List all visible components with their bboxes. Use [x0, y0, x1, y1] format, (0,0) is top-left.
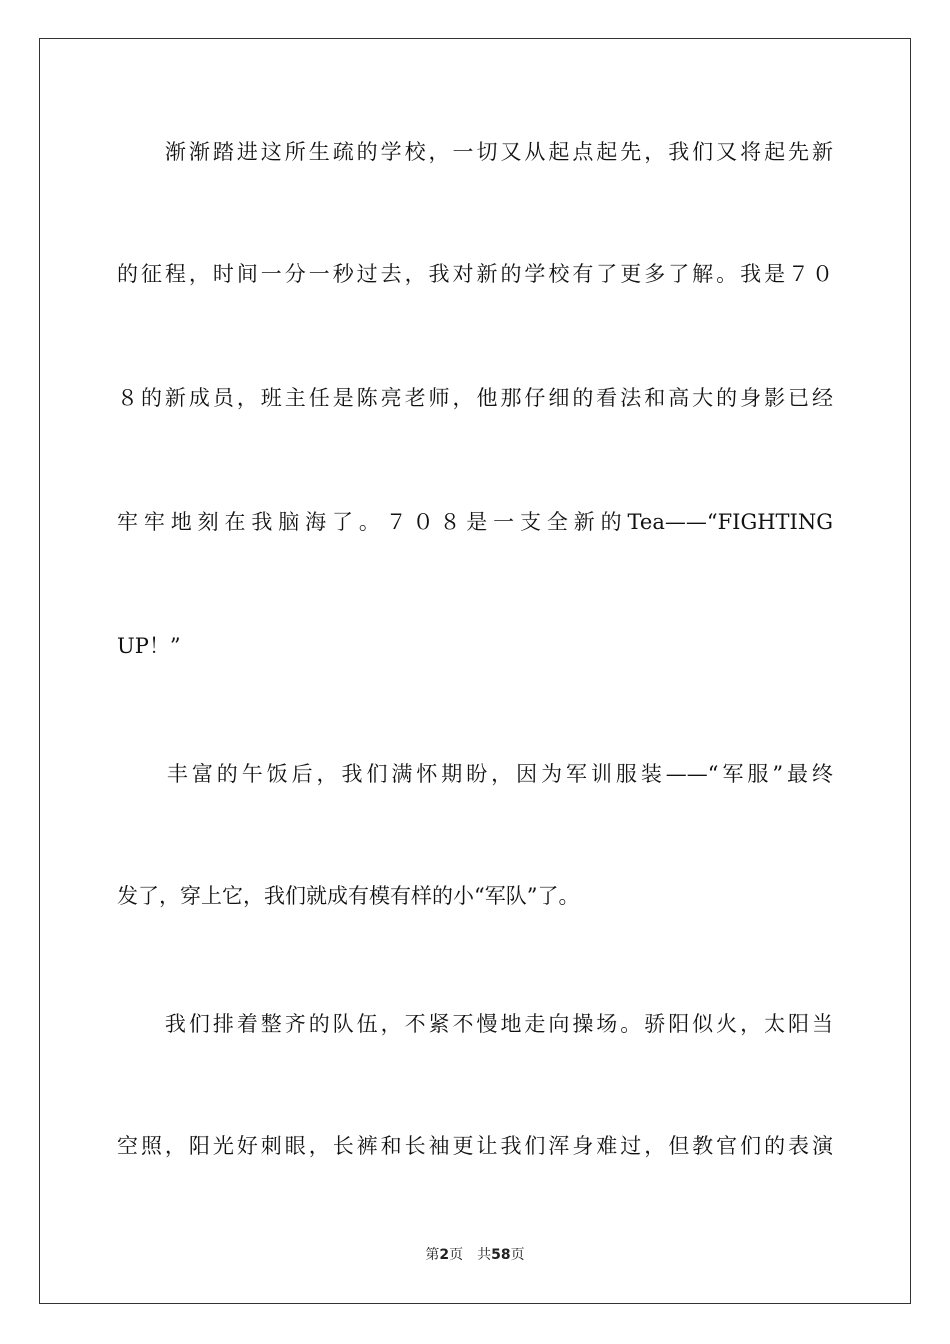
page-prefix: 第 [425, 1247, 440, 1263]
text-line: 我们排着整齐的队伍，不紧不慢地走向操场。骄阳似火，太阳当 [117, 1012, 833, 1036]
text-line: 发了，穿上它，我们就成有模有样的小“军队”了。 [117, 884, 580, 908]
text-line: UP！” [117, 634, 181, 658]
page-number-footer [0, 1244, 950, 1264]
page-mid: 页 共 [449, 1247, 492, 1263]
current-page-number: 2 [439, 1247, 450, 1263]
text-line: ８的新成员，班主任是陈亮老师，他那仔细的看法和高大的身影已经 [117, 386, 833, 410]
text-line: 牢牢地刻在我脑海了。７０８是一支全新的Tea——“FIGHTING [117, 510, 833, 534]
text-line: 丰富的午饭后，我们满怀期盼，因为军训服装——“军服”最终 [117, 762, 833, 786]
text-line: 空照，阳光好刺眼，长裤和长袖更让我们浑身难过，但教官们的表演 [117, 1134, 833, 1158]
page-suffix: 页 [510, 1247, 525, 1263]
text-line: 渐渐踏进这所生疏的学校，一切又从起点起先，我们又将起先新 [117, 140, 833, 164]
text-line: 的征程，时间一分一秒过去，我对新的学校有了更多了解。我是７０ [117, 262, 833, 286]
page-frame [39, 38, 911, 1304]
total-pages-number: 58 [491, 1247, 511, 1263]
